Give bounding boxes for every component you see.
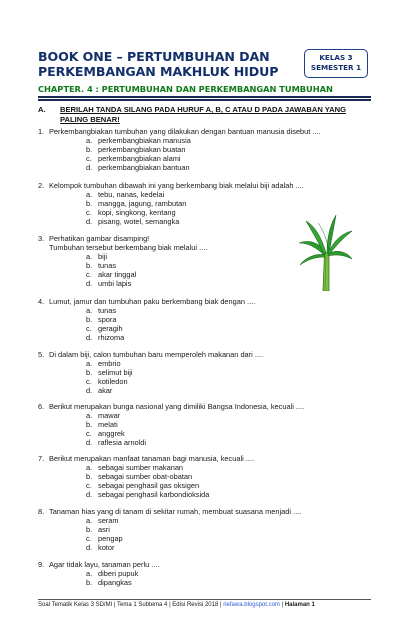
option-a: a. embrio [86,359,121,369]
question-text: Perhatikan gambar disamping! [49,234,150,243]
class-label: KELAS 3 [319,53,353,62]
question-number: 8. [38,507,45,516]
option-b: b. perkembangbiakan buatan [86,145,186,155]
section-letter: A. [38,105,46,114]
question-5 [38,350,378,395]
question-number: 5. [38,350,45,359]
option-c: c. geragih [86,324,123,334]
option-a: a. perkembangbiakan manusia [86,136,191,146]
question-text: Lumut, jamur dan tumbuhan paku berkembang biak dengan .... [49,297,256,306]
question-number: 7. [38,454,45,463]
question-number: 1. [38,127,45,136]
option-d: d. kotor [86,543,115,553]
option-c: c. sebagai penghasil gas oksigen [86,481,200,491]
option-a: a. sebagai sumber makanan [86,463,184,473]
question-number: 9. [38,560,45,569]
question-text: Tanaman hias yang di tanam di sekitar rumah, membuat suasana menjadi .... [49,507,302,516]
question-number: 6. [38,402,45,411]
option-c: c. pengap [86,534,123,544]
option-d: d. perkembangbiakan bantuan [86,163,190,173]
chapter-heading: CHAPTER. 4 : PERTUMBUHAN DAN PERKEMBANGAN TUMBUHAN [38,84,333,94]
option-a: a. seram [86,516,119,526]
header-rule-bottom [38,99,371,101]
option-a: a. tunas [86,306,117,316]
question-8 [38,507,378,552]
option-d: d. raflesia arnoldi [86,438,147,448]
option-c: c. kotiledon [86,377,128,387]
question-text: Perkembangbiakan tumbuhan yang dilakukan dengan bantuan manusia disebut .... [49,127,321,136]
question-text-line-2: Tumbuhan tersebut berkembang biak melalui .... [49,243,208,253]
option-d: d. umbi lapis [86,279,132,289]
question-7 [38,454,378,499]
question-number: 2. [38,181,45,190]
question-4 [38,297,378,342]
option-b: b. mangga, jagung, rambutan [86,199,187,209]
option-b: b. spora [86,315,117,325]
option-c: c. anggrek [86,429,125,439]
footer-info: Soal Tematik Kelas 3 SD/MI | Tema 1 Subtema 4 | Edisi Revisi 2018 | [38,602,224,608]
question-9 [38,560,378,587]
option-b: b. sebagai sumber obat-obatan [86,472,193,482]
document-title [38,49,300,79]
header-rule-top [38,96,371,98]
question-number: 4. [38,297,45,306]
question-text: Kelompok tumbuhan dibawah ini yang berkembang biak melalui biji adalah .... [49,181,304,190]
option-b: b. asri [86,525,110,535]
option-d: d. rhizoma [86,333,125,343]
option-c: c. kopi, singkong, kentang [86,208,176,218]
option-c: c. akar tinggal [86,270,137,280]
footer-rule [38,599,371,600]
title-line-2: PERKEMBANGAN MAKHLUK HIDUP [38,64,279,79]
question-text: Berikut merupakan manfaat tanaman bagi manusia, kecuali .... [49,454,254,463]
section-instruction-text: BERILAH TANDA SILANG PADA HURUF A, B, C ATAU D PADA JAWABAN YANG PALING BENAR! [60,105,347,124]
option-b: b. tunas [86,261,117,271]
question-number: 3. [38,234,45,243]
option-a: a. tebu, nanas, kedelai [86,190,165,200]
option-d: d. pisang, wotel, semangka [86,217,180,227]
question-text: Di dalam biji, calon tumbuhan baru memperoleh makanan dari .... [49,350,264,359]
question-text: Agar tidak layu, tanaman perlu .... [49,560,160,569]
option-b: b. melati [86,420,118,430]
option-a: a. biji [86,252,108,262]
option-c: c. perkembangbiakan alami [86,154,181,164]
option-b: b. selimut biji [86,368,133,378]
section-instruction [38,105,370,124]
option-a: a. mawar [86,411,121,421]
question-text: Berikut merupakan bunga nasional yang dimiliki Bangsa Indonesia, kecuali .... [49,402,305,411]
footer-separator: | [279,602,285,608]
class-semester-badge [304,49,368,78]
banana-tree-icon [296,213,354,291]
question-1 [38,127,378,172]
question-6 [38,402,378,447]
option-d: d. akar [86,386,113,396]
page-number: Halaman 1 [284,602,315,608]
option-d: d. sebagai penghasil karbondioksida [86,490,210,500]
page-footer [38,602,374,608]
option-a: a. diberi pupuk [86,569,139,579]
semester-label: SEMESTER 1 [310,63,362,72]
option-b: b. dipangkas [86,578,132,588]
title-line-1: BOOK ONE – PERTUMBUHAN DAN [38,49,270,64]
blog-link[interactable]: riefawa.blogspot.com [223,602,280,608]
